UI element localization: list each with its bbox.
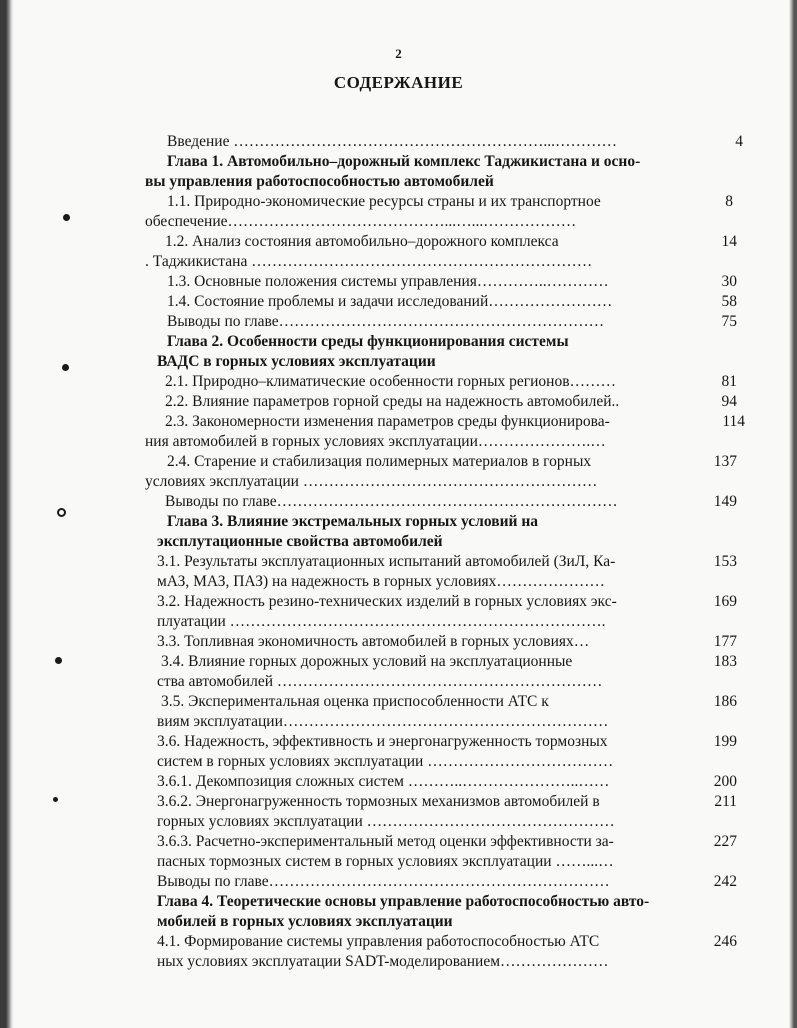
toc-page-number: 30 — [721, 273, 737, 290]
toc-entry — [145, 712, 745, 732]
punch-hole-mark — [63, 214, 70, 221]
toc-entry-text: 2.4. Старение и стабилизация полимерных материалов в горных — [167, 453, 592, 470]
toc-entry-text: 3.1. Результаты эксплуатационных испытаний автомобилей (ЗиЛ, Ка- — [157, 553, 616, 570]
toc-page-number: 169 — [713, 593, 737, 610]
toc-page-number: 114 — [722, 413, 745, 430]
toc-entry-text: 1.3. Основные положения системы управления…………..………… — [167, 273, 609, 290]
toc-entry-text: Введение ……………………………………………………...………… — [167, 133, 617, 150]
toc-page-number: 81 — [721, 373, 737, 390]
punch-hole-mark — [55, 657, 62, 664]
toc-chapter-heading — [145, 352, 745, 372]
toc-page-number: 246 — [713, 933, 737, 950]
toc-page-number: 177 — [713, 633, 737, 650]
toc-entry-text: . Таджикистана ………………………………………………………… — [145, 253, 593, 270]
toc-entry — [145, 472, 745, 492]
punch-hole-mark — [53, 797, 58, 802]
toc-entry — [145, 632, 745, 652]
toc-entry-text: вы управления работоспособностью автомобилей — [145, 173, 494, 190]
toc-entry-text: ных условиях эксплуатации SADT-моделированием………………… — [157, 953, 609, 970]
toc-entry — [145, 832, 745, 852]
toc-entry-text: 3.6. Надежность, эффективность и энергонагруженность тормозных — [157, 733, 608, 750]
toc-entry — [145, 792, 745, 812]
toc-entry — [145, 812, 745, 832]
toc-entry-text: Глава 3. Влияние экстремальных горных условий на — [167, 513, 539, 530]
toc-page-number: 149 — [713, 493, 737, 510]
toc-entry-text: обеспечение……………………………………...…...……………… — [145, 213, 577, 230]
toc-entry-text: Выводы по главе………………………………………………………… — [165, 493, 618, 510]
toc-entry-text: плуатации ………………………………………………………………. — [157, 613, 606, 630]
scan-left-edge — [0, 0, 14, 1028]
toc-entry — [145, 692, 745, 712]
toc-entry-text: эксплутационные свойства автомобилей — [157, 533, 443, 550]
page-title: СОДЕРЖАНИЕ — [333, 73, 464, 92]
toc-page-number: 75 — [721, 313, 737, 330]
punch-hole-ring-mark — [57, 508, 66, 517]
toc-entry — [145, 952, 745, 972]
toc-page-number: 211 — [714, 793, 737, 810]
toc-entry-text: 3.4. Влияние горных дорожных условий на эксплуатационные — [161, 653, 573, 670]
toc-page-number: 4 — [735, 133, 743, 150]
toc-entry-text: 3.6.3. Расчетно-экспериментальный метод оценки эффективности за- — [157, 833, 614, 850]
toc-chapter-heading — [145, 152, 745, 172]
toc-page-number: 199 — [713, 733, 737, 750]
toc-entry — [145, 212, 745, 232]
toc-entry — [145, 772, 745, 792]
toc-entry — [145, 292, 745, 312]
toc-entry — [145, 232, 745, 252]
toc-entry-text: 3.2. Надежность резино-технических изделий в горных условиях экс- — [157, 593, 617, 610]
toc-entry-text: Глава 1. Автомобильно–дорожный комплекс Таджикистана и осно- — [167, 153, 641, 170]
toc-entry — [145, 492, 745, 512]
toc-page-number: 242 — [713, 873, 737, 890]
toc-page-number: 183 — [713, 653, 737, 670]
toc-entry-text: систем в горных условиях эксплуатации ……………………………… — [157, 753, 614, 770]
toc-entry-text: горных условиях эксплуатации ………………………………………… — [157, 813, 615, 830]
toc-page-number: 200 — [713, 773, 737, 790]
toc-chapter-heading — [145, 512, 745, 532]
toc-page-number: 58 — [721, 293, 737, 310]
toc-page-number: 14 — [721, 233, 737, 250]
toc-entry-text: 2.3. Закономерности изменения параметров среды функционирова- — [165, 413, 610, 430]
toc-entry-text: мобилей в горных условиях эксплуатации — [157, 913, 453, 930]
toc-entry-text: 1.4. Состояние проблемы и задачи исследований…………………… — [167, 293, 613, 310]
toc-entry-text: Глава 4. Теоретические основы управление работоспособностью авто- — [157, 893, 650, 910]
toc-entry — [145, 432, 745, 452]
punch-hole-mark — [62, 364, 69, 371]
toc-chapter-heading — [145, 172, 745, 192]
toc-entry — [145, 672, 745, 692]
toc-entry-text: условиях эксплуатации ………………………………………………… — [145, 473, 598, 490]
scan-right-edge — [789, 0, 797, 1028]
toc-entry — [145, 612, 745, 632]
toc-entry — [145, 592, 745, 612]
toc-entry-text: 4.1. Формирование системы управления работоспособностью АТС — [157, 933, 600, 950]
toc-chapter-heading — [145, 532, 745, 552]
toc-chapter-heading — [145, 332, 745, 352]
toc-entry-text: Выводы по главе………………………………………………………… — [157, 873, 610, 890]
toc-entry — [145, 412, 745, 432]
toc-page-number: 153 — [713, 553, 737, 570]
toc-entry-text: виям эксплуатации……………………………………………………… — [157, 713, 609, 730]
toc-page-number: 137 — [713, 453, 737, 470]
toc-entry-text: 3.6.1. Декомпозиция сложных систем ………..…………………..…… — [157, 773, 610, 790]
toc-entry-text: ния автомобилей в горных условиях эксплуатации………………….… — [145, 433, 606, 450]
toc-entry — [145, 572, 745, 592]
toc-entry-text: ства автомобилей ……………………………………………………… — [157, 673, 603, 690]
toc-entry-text: мАЗ, МАЗ, ПАЗ) на надежность в горных условиях………………… — [157, 573, 605, 590]
toc-entry-text: 3.3. Топливная экономичность автомобилей в горных условиях… — [157, 633, 590, 650]
toc-chapter-heading — [145, 892, 745, 912]
toc-entry-text: 1.2. Анализ состояния автомобильно–дорожного комплекса — [165, 233, 559, 250]
table-of-contents — [145, 132, 745, 972]
toc-entry — [145, 732, 745, 752]
toc-entry — [145, 392, 745, 412]
toc-entry-text: пасных тормозных систем в горных условиях эксплуатации ……...… — [157, 853, 614, 870]
toc-entry — [145, 132, 745, 152]
toc-entry — [145, 852, 745, 872]
toc-entry — [145, 192, 745, 212]
page-number: 2 — [395, 46, 402, 61]
toc-entry-text: Глава 2. Особенности среды функционирования системы — [167, 333, 569, 350]
toc-entry-text: 2.1. Природно–климатические особенности горных регионов……… — [165, 373, 617, 390]
toc-page-number: 8 — [725, 193, 733, 210]
toc-page-number: 186 — [713, 693, 737, 710]
toc-page-number: 94 — [721, 393, 737, 410]
toc-entry-text: 1.1. Природно-экономические ресурсы страны и их транспортное — [167, 193, 601, 210]
toc-entry-text: 2.2. Влияние параметров горной среды на надежность автомобилей.. — [165, 393, 620, 410]
toc-entry — [145, 872, 745, 892]
toc-entry — [145, 452, 745, 472]
toc-page-number: 227 — [713, 833, 737, 850]
toc-entry-text: ВАДС в горных условиях эксплуатации — [157, 353, 436, 370]
toc-entry-text: 3.5. Экспериментальная оценка приспособленности АТС к — [161, 693, 549, 710]
toc-entry — [145, 652, 745, 672]
toc-entry — [145, 252, 745, 272]
toc-entry — [145, 752, 745, 772]
toc-entry — [145, 312, 745, 332]
toc-entry-text: 3.6.2. Энергонагруженность тормозных механизмов автомобилей в — [157, 793, 600, 810]
toc-entry — [145, 932, 745, 952]
toc-entry — [145, 272, 745, 292]
toc-chapter-heading — [145, 912, 745, 932]
toc-entry-text: Выводы по главе……………………………………………………… — [167, 313, 605, 330]
toc-entry — [145, 372, 745, 392]
toc-entry — [145, 552, 745, 572]
